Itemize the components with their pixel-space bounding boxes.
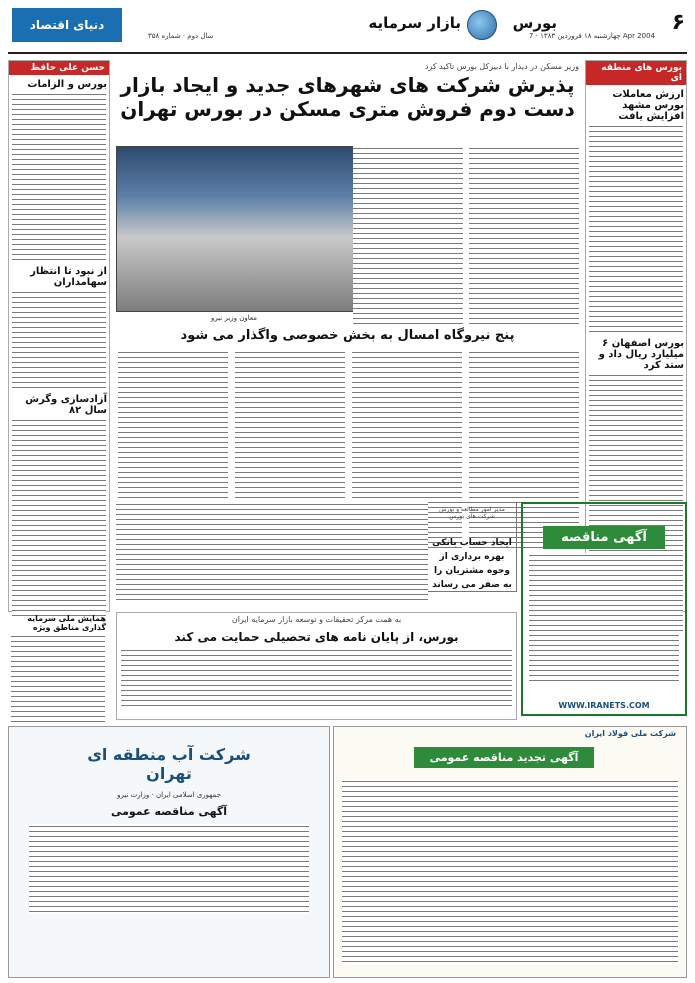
right-story2-head: بورس اصفهان ۶ میلیارد ریال داد و ستد کرد [598, 338, 684, 371]
water-company-logo: شرکت آب منطقه ای تهران [87, 745, 251, 783]
left-footer-head: همایش ملی سرمایه گذاری مناطق ویژه [27, 614, 106, 632]
globe-icon [467, 10, 497, 40]
page-number: ۶ [671, 10, 685, 35]
water-company-text [29, 824, 309, 914]
bank-account-box [427, 502, 517, 592]
lead-kicker: وزیر مسکن در دیدار با دبیرکل بورس تاکید کرد [424, 62, 579, 71]
second-headline: پنج نیروگاه امسال به بخش خصوصی واگذار می شود [180, 328, 515, 343]
left-story3-text [12, 418, 106, 618]
trading-floor-photo [116, 146, 354, 312]
issue-date: چهارشنبه ۱۸ فروردین ۱۳۸۳ · 7 Apr 2004 [528, 32, 655, 40]
masthead [8, 6, 687, 54]
year-issue: سال دوم · شماره ۳۵۸ [148, 32, 214, 40]
right-story1-text [589, 124, 683, 334]
left-story2-head: از نبود تا انتظار سهامداران [30, 266, 107, 288]
newspaper-page [8, 6, 687, 977]
lead-text-col2 [353, 146, 463, 324]
left-footer-story [8, 610, 108, 726]
tender-text [529, 553, 679, 683]
paper-logo: دنیای اقتصاد [12, 8, 122, 42]
lead-text-col1 [469, 146, 579, 324]
steel-company-text [342, 779, 678, 965]
mid-kicker: مدیر امور مطالعه و بورس شرکت های بورس [439, 506, 505, 520]
right-story1-head: ارزش معاملات بورس مشهد افزایش یافت [612, 89, 684, 122]
lead-headline: پذیرش شرکت های شهرهای جدید و ایجاد بازار دست دوم فروش متری مسکن در بورس تهران [120, 73, 575, 121]
thesis-headline: بورس، از پایان نامه های تحصیلی حمایت می کند [174, 630, 459, 644]
tender-title: آگهی مناقصه [543, 526, 665, 549]
water-company-ad [8, 726, 330, 978]
thesis-text [121, 648, 512, 708]
photo-caption: معاون وزیر نیرو [210, 314, 258, 322]
tender-url[interactable]: WWW.IRANETS.COM [558, 701, 650, 710]
section-market: بازار سرمایه [368, 14, 461, 32]
section-bourse: بورس [512, 14, 557, 32]
mid-title: ایجاد حساب بانکی بهره برداری از وجوه مشتریان را به صفر می رساند [432, 538, 512, 590]
thesis-story [116, 612, 517, 720]
steel-company-name: شرکت ملی فولاد ایران [584, 729, 676, 738]
left-story1-text [12, 92, 106, 262]
left-footer-text [11, 634, 105, 724]
water-company-org: جمهوری اسلامی ایران · وزارت نیرو [117, 791, 221, 799]
thesis-kicker: به همت مرکز تحقیقات و توسعه بازار سرمایه ایران [231, 615, 402, 624]
steel-company-ad [333, 726, 687, 978]
left-box-title: حسن علی حافظ [9, 61, 109, 75]
right-box-title: بورس های منطقه ای [586, 61, 686, 85]
mid-text-block [116, 502, 428, 602]
steel-company-title: آگهی تجدید مناقصه عمومی [414, 747, 594, 768]
water-company-title: آگهی مناقصه عمومی [110, 805, 228, 818]
left-story1-head: بورس و الزامات [27, 79, 107, 90]
tender-ad [521, 502, 687, 716]
left-story3-head: آزادسازی وگرش سال ۸۲ [25, 394, 107, 416]
left-story2-text [12, 290, 106, 390]
left-column [8, 60, 110, 612]
